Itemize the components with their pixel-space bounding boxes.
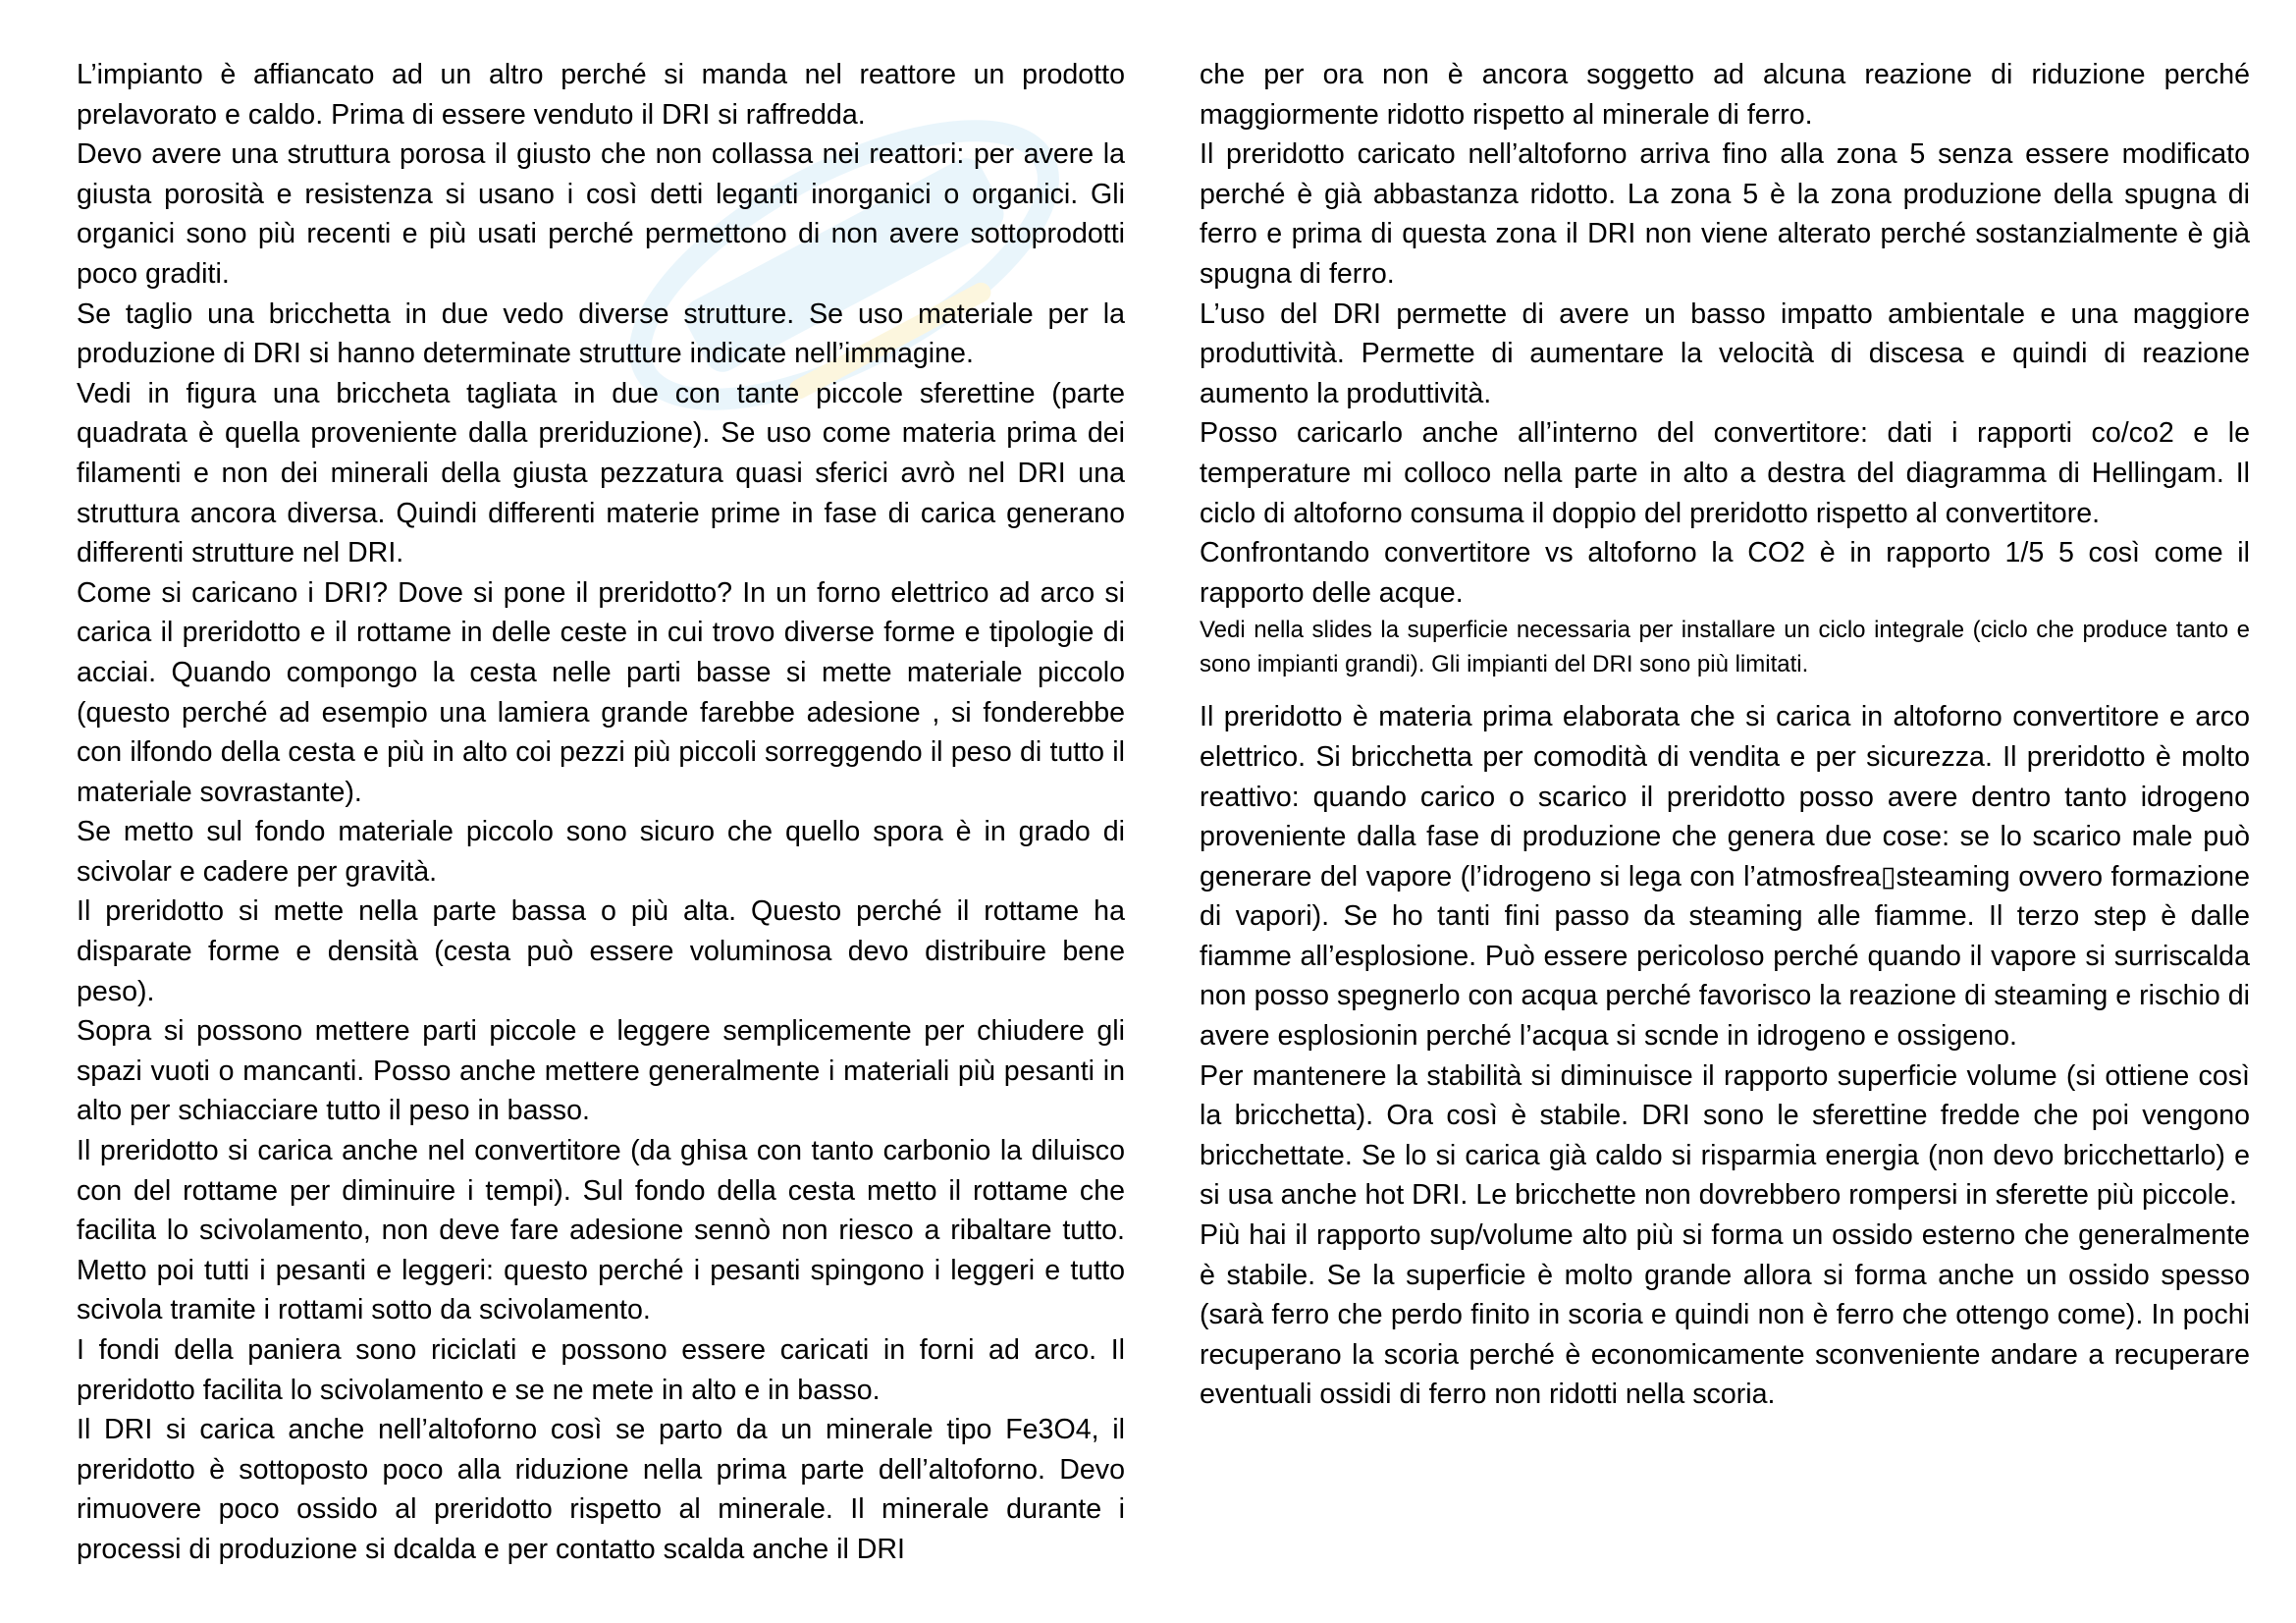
left-paragraph-5: Come si caricano i DRI? Dove si pone il preridotto? In un forno elettrico ad arco si carica il preridotto e il rottame in delle ceste in cui trovo diverse forme e tipologie di acciai. Quando compongo la cesta nelle parti basse si mette materiale piccolo (questo perché ad esempio una lamiera grande farebbe adesione , si fonderebbe con ilfondo della cesta e più in alto coi pezzi più piccoli sorreggendo il peso di tutto il materiale sovrastante).: [77, 576, 1125, 808]
left-paragraph-11: Il DRI si carica anche nell’altoforno così se parto da un minerale tipo Fe3O4, il preridotto è sottoposto poco alla riduzione nella prima parte dell’altoforno. Devo rimuovere poco ossido al preridotto rispetto al minerale. Il minerale durante i processi di produzione si dcalda e per contatto scalda anche il DRI: [77, 1414, 1125, 1565]
right-paragraph-8: Più hai il rapporto sup/volume alto più si forma un ossido esterno che generalmente è stabile. Se la superficie è molto grande allora si forma anche un ossido spesso (sarà ferro che perdo finito in scoria e quindi non è ferro che ottengo come). In pochi recuperano la scoria perché è economicamente sconveniente andare a recuperare eventuali ossidi di ferro non ridotti nella scoria.: [1200, 1219, 2250, 1411]
right-paragraph-7: Per mantenere la stabilità si diminuisce il rapporto superficie volume (si ottiene così la bricchetta). Ora così è stabile. DRI sono le sferettine fredde che poi vengono bricchettate. Se lo si carica già caldo si risparmia energia (non devo bricchettarlo) e si usa anche hot DRI. Le bricchette non dovrebbero rompersi in sferette più piccole.: [1200, 1059, 2250, 1212]
right-column: [1200, 55, 2250, 1415]
left-column: [77, 55, 1125, 1570]
left-paragraph-7: Il preridotto si mette nella parte bassa o più alta. Questo perché il rottame ha disparate forme e densità (cesta può essere voluminosa devo distribuire bene peso).: [77, 895, 1125, 1007]
right-paragraph-3: L’uso del DRI permette di avere un basso impatto ambientale e una maggiore produttività. Permette di aumentare la velocità di discesa e quindi di reazione aumento la produttività.: [1200, 298, 2250, 409]
slides-note: Vedi nella slides la superficie necessaria per installare un ciclo integrale (ciclo che produce tanto e sono impianti grandi). Gli impianti del DRI sono più limitati.: [1200, 617, 2250, 678]
right-paragraph-4: Posso caricarlo anche all’interno del convertitore: dati i rapporti co/co2 e le temperature mi colloco nella parte in alto a destra del diagramma di Hellingam. Il ciclo di altoforno consuma il doppio del preridotto rispetto al convertitore.: [1200, 417, 2250, 529]
left-paragraph-1: L’impianto è affiancato ad un altro perché si manda nel reattore un prodotto prelavorato e caldo. Prima di essere venduto il DRI si raffredda.: [77, 59, 1125, 131]
right-paragraph-6: Il preridotto è materia prima elaborata che si carica in altoforno convertitore e arco elettrico. Si bricchetta per comodità di vendita e per sicurezza. Il preridotto è molto reattivo: quando carico o scarico il preridotto posso avere dentro tanto idrogeno proveniente dalla fase di produzione che genera due cose: se lo scarico male può generare del vapore (l’idrogeno si lega con l’atmosfrea▯steaming ovvero formazione di vapori). Se ho tanti fini passo da steaming alle fiamme. Il terzo step è dalle fiamme all’esplosione. Può essere pericoloso perché quando il vapore si surriscalda non posso spegnerlo con acqua perché favorisco la reazione di steaming e rischio di avere esplosionin perché l’acqua si scnde in idrogeno e ossigeno.: [1200, 701, 2250, 1053]
left-paragraph-10: I fondi della paniera sono riciclati e possono essere caricati in forni ad arco. Il preridotto facilita lo scivolamento e se ne mete in alto e in basso.: [77, 1334, 1125, 1406]
right-paragraph-2: Il preridotto caricato nell’altoforno arriva fino alla zona 5 senza essere modificato perché è già abbastanza ridotto. La zona 5 è la zona produzione della spugna di ferro e prima di questa zona il DRI non viene alterato perché sostanzialmente è già spugna di ferro.: [1200, 138, 2250, 290]
left-paragraph-9: Il preridotto si carica anche nel convertitore (da ghisa con tanto carbonio la diluisco con del rottame per diminuire i tempi). Sul fondo della cesta metto il rottame che facilita lo scivolamento, non deve fare adesione sennò non riesco a ribaltare tutto. Metto poi tutti i pesanti e leggeri: questo perché i pesanti spingono i leggeri e tutto scivola tramite i rottami sotto da scivolamento.: [77, 1135, 1125, 1326]
left-paragraph-3: Se taglio una bricchetta in due vedo diverse strutture. Se uso materiale per la produzione di DRI si hanno determinate strutture indicate nell’immagine.: [77, 298, 1125, 370]
left-paragraph-6: Se metto sul fondo materiale piccolo sono sicuro che quello spora è in grado di scivolar e cadere per gravità.: [77, 816, 1125, 888]
left-paragraph-2: Devo avere una struttura porosa il giusto che non collassa nei reattori: per avere la giusta porosità e resistenza si usano i così detti leganti inorganici o organici. Gli organici sono più recenti e più usati perché permettono di non avere sottoprodotti poco graditi.: [77, 138, 1125, 290]
right-paragraph-1: che per ora non è ancora soggetto ad alcuna reazione di riduzione perché maggiormente ridotto rispetto al minerale di ferro.: [1200, 59, 2250, 131]
left-paragraph-8: Sopra si possono mettere parti piccole e leggere semplicemente per chiudere gli spazi vuoti o mancanti. Posso anche mettere generalmente i materiali più pesanti in alto per schiacciare tutto il peso in basso.: [77, 1015, 1125, 1127]
right-paragraph-5: Confrontando convertitore vs altoforno la CO2 è in rapporto 1/5 5 così come il rapporto delle acque.: [1200, 537, 2250, 609]
left-paragraph-4: Vedi in figura una briccheta tagliata in due con tante piccole sferettine (parte quadrata è quella proveniente dalla preriduzione). Se uso come materia prima dei filamenti e non dei minerali della giusta pezzatura quasi sferici avrò nel DRI una struttura ancora diversa. Quindi differenti materie prime in fase di carica generano differenti strutture nel DRI.: [77, 377, 1125, 569]
